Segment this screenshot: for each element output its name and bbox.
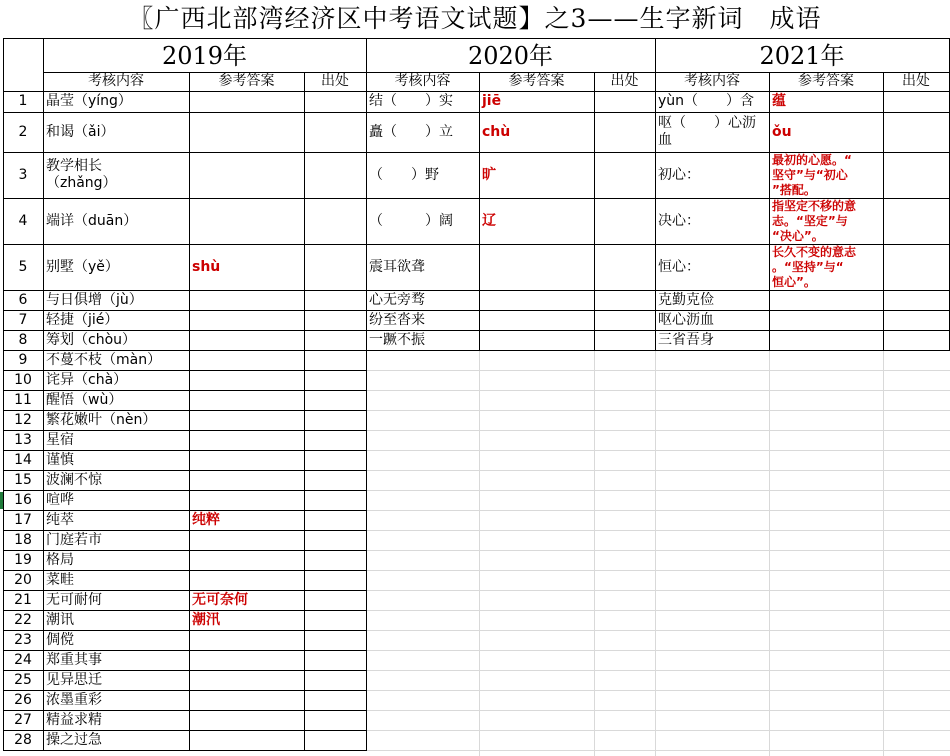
row-border	[3, 112, 950, 113]
col-header-content: 考核内容	[394, 73, 451, 89]
question-2020: （ ）阔	[369, 213, 453, 229]
question-2021: 恒心：	[658, 259, 700, 275]
answer-2020	[479, 290, 594, 310]
gridline-faint	[366, 390, 950, 391]
source-2020	[594, 330, 655, 350]
answer-2021: ǒu	[772, 124, 792, 140]
gridline-faint	[366, 650, 950, 651]
source-2019	[304, 350, 366, 370]
question-2020: 心无旁骛	[369, 292, 425, 308]
question-2019: 醒悟（wù）	[46, 392, 123, 408]
question-2019: 教学相长 （zhǎng）	[46, 158, 117, 191]
question-2019: 无可耐何	[46, 592, 102, 608]
col-header-content: 考核内容	[88, 73, 144, 89]
row-border	[3, 750, 367, 751]
answer-2019	[189, 198, 304, 244]
gridline-faint	[479, 350, 480, 756]
question-2021: 呕心沥血	[658, 312, 714, 328]
gridline-faint	[366, 710, 950, 711]
row-number: 21	[14, 592, 32, 608]
answer-2019	[189, 350, 304, 370]
row-border	[3, 330, 950, 331]
source-2020	[594, 198, 655, 244]
answer-2019: 潮汛	[192, 612, 220, 628]
gridline-faint	[883, 350, 884, 756]
question-2019: 星宿	[46, 432, 74, 448]
source-2020	[594, 91, 655, 112]
year-header-2019: 2019年	[161, 42, 248, 70]
source-2019	[304, 710, 366, 730]
grid-line	[594, 72, 595, 351]
row-number: 6	[18, 292, 28, 308]
source-2019	[304, 730, 366, 750]
row-number: 5	[18, 259, 28, 275]
row-number: 4	[18, 213, 28, 229]
row-number: 15	[14, 472, 32, 488]
source-2019	[304, 370, 366, 390]
row-number: 3	[18, 167, 28, 183]
answer-2019	[189, 690, 304, 710]
source-2021	[883, 198, 949, 244]
row-border	[3, 390, 367, 391]
gridline-faint	[366, 430, 950, 431]
gridline-faint	[366, 550, 950, 551]
source-2021	[883, 152, 949, 198]
answer-2019	[189, 630, 304, 650]
grid-line	[883, 72, 884, 351]
question-2020: （ ）野	[369, 167, 439, 183]
border-header-bottom	[3, 91, 950, 92]
answer-2021	[769, 290, 883, 310]
question-2020: 一蹶不振	[369, 332, 425, 348]
row-border	[3, 350, 950, 351]
row-number: 17	[14, 512, 32, 528]
row-border	[3, 570, 367, 571]
question-2021: 三省吾身	[658, 332, 714, 348]
row-selection-marker	[0, 492, 3, 509]
answer-2021	[769, 330, 883, 350]
gridline-faint	[655, 350, 656, 756]
answer-2019	[189, 390, 304, 410]
source-2019	[304, 244, 366, 290]
source-2019	[304, 430, 366, 450]
source-2019	[304, 91, 366, 112]
row-border	[3, 730, 367, 731]
row-number: 23	[14, 632, 32, 648]
answer-2020	[479, 330, 594, 350]
row-border	[3, 630, 367, 631]
row-border	[3, 152, 950, 153]
answer-2019: 无可奈何	[192, 592, 248, 608]
col-header-source: 出处	[321, 73, 349, 89]
border-left	[3, 38, 4, 751]
answer-2019	[189, 490, 304, 510]
question-2019: 门庭若市	[46, 532, 102, 548]
row-border	[3, 244, 950, 245]
source-2019	[304, 590, 366, 610]
gridline-faint	[594, 350, 595, 756]
row-border	[3, 470, 367, 471]
row-border	[3, 710, 367, 711]
gridline-faint	[769, 350, 770, 756]
question-2019: 不蔓不枝（màn）	[46, 352, 162, 368]
question-2020: 结（ ）实	[369, 93, 453, 109]
answer-2019	[189, 330, 304, 350]
row-number: 14	[14, 452, 32, 468]
row-number: 20	[14, 572, 32, 588]
gridline-faint	[366, 490, 950, 491]
source-2021	[883, 330, 949, 350]
answer-2019: 纯粹	[192, 512, 220, 528]
source-2019	[304, 450, 366, 470]
row-number: 13	[14, 432, 32, 448]
answer-2019	[189, 550, 304, 570]
answer-2019	[189, 290, 304, 310]
row-number: 18	[14, 532, 32, 548]
question-2019: 诧异（chà）	[46, 372, 128, 388]
answer-2019	[189, 650, 304, 670]
answer-2021	[769, 310, 883, 330]
gridline-faint	[366, 570, 950, 571]
source-2020	[594, 152, 655, 198]
answer-2020: 辽	[482, 213, 496, 229]
source-2021	[883, 112, 949, 152]
answer-2019	[189, 470, 304, 490]
question-2021: 克勤克俭	[658, 292, 714, 308]
row-number: 9	[18, 352, 28, 368]
row-border	[3, 430, 367, 431]
question-2019: 倜傥	[46, 632, 74, 648]
gridline-faint	[366, 450, 950, 451]
grid-line	[43, 38, 44, 751]
answer-2020	[479, 244, 594, 290]
row-border	[3, 590, 367, 591]
col-header-source: 出处	[610, 73, 639, 89]
answer-2019	[189, 91, 304, 112]
col-header-answer: 参考答案	[218, 73, 275, 89]
source-2019	[304, 290, 366, 310]
source-2019	[304, 310, 366, 330]
answer-2020	[479, 310, 594, 330]
row-border	[3, 490, 367, 491]
year-header-2020: 2020年	[467, 42, 554, 70]
gridline-faint	[366, 410, 950, 411]
answer-2019	[189, 430, 304, 450]
question-2019: 波澜不惊	[46, 472, 102, 488]
source-2020	[594, 112, 655, 152]
source-2019	[304, 390, 366, 410]
row-border	[3, 198, 950, 199]
question-2019: 菜畦	[46, 572, 74, 588]
question-2019: 见异思迁	[46, 672, 102, 688]
source-2019	[304, 550, 366, 570]
question-2019: 喧哗	[46, 492, 74, 508]
row-border	[3, 690, 367, 691]
question-2019: 和谒（ǎi）	[46, 124, 115, 140]
gridline-faint	[366, 370, 950, 371]
row-border	[3, 650, 367, 651]
row-border	[3, 610, 367, 611]
row-number: 12	[14, 412, 32, 428]
row-number: 2	[18, 124, 28, 140]
answer-2020: chù	[482, 124, 511, 140]
row-number: 24	[14, 652, 32, 668]
source-2019	[304, 490, 366, 510]
question-2020: 震耳欲聋	[369, 259, 425, 275]
question-2019: 浓墨重彩	[46, 692, 102, 708]
source-2020	[594, 310, 655, 330]
gridline-faint	[366, 670, 950, 671]
answer-2019	[189, 570, 304, 590]
row-border	[3, 550, 367, 551]
question-2019: 格局	[46, 552, 74, 568]
gridline-faint	[366, 630, 950, 631]
answer-2019	[189, 310, 304, 330]
row-border	[3, 310, 950, 311]
row-border	[3, 290, 950, 291]
source-2019	[304, 470, 366, 490]
source-2019	[304, 510, 366, 530]
answer-2019	[189, 410, 304, 430]
border-top	[3, 38, 950, 39]
row-border	[3, 530, 367, 531]
answer-2019	[189, 370, 304, 390]
answer-2019	[189, 670, 304, 690]
year-header-2021: 2021年	[759, 42, 845, 70]
gridline-faint	[366, 690, 950, 691]
answer-2021: 长久不变的意志 。“坚持”与“ 恒心”。	[772, 245, 857, 289]
grid-line	[304, 72, 305, 751]
question-2019: 端详（duān）	[46, 213, 138, 229]
question-2019: 繁花嫩叶（nèn）	[46, 412, 157, 428]
source-2021	[883, 91, 949, 112]
source-2019	[304, 690, 366, 710]
row-number: 22	[14, 612, 32, 628]
row-number: 11	[14, 392, 32, 408]
source-2021	[883, 290, 949, 310]
question-2019: 筹划（chòu）	[46, 332, 137, 348]
source-2020	[594, 290, 655, 310]
answer-2021: 指坚定不移的意 志。“坚定”与 “决心”。	[772, 199, 857, 243]
question-2021: yùn（ ）含	[658, 93, 755, 109]
gridline-faint	[366, 590, 950, 591]
col-header-answer: 参考答案	[508, 73, 565, 89]
border-year-bottom	[43, 72, 950, 73]
source-2019	[304, 112, 366, 152]
row-number: 25	[14, 672, 32, 688]
source-2021	[883, 310, 949, 330]
answer-2019	[189, 152, 304, 198]
row-number: 7	[18, 312, 28, 328]
question-2019: 精益求精	[46, 712, 102, 728]
question-2021: 呕（ ）心沥 血	[658, 115, 756, 148]
source-2019	[304, 198, 366, 244]
source-2021	[883, 244, 949, 290]
question-2021: 初心：	[658, 167, 700, 183]
row-number: 19	[14, 552, 32, 568]
col-header-answer: 参考答案	[798, 73, 854, 89]
row-number: 10	[14, 372, 32, 388]
grid-line	[655, 38, 656, 351]
question-2020: 纷至沓来	[369, 312, 425, 328]
gridline-faint	[366, 510, 950, 511]
source-2019	[304, 410, 366, 430]
sheet-title: 〖广西北部湾经济区中考语文试题】之3——生字新词 成语	[128, 4, 822, 33]
source-2019	[304, 152, 366, 198]
source-2019	[304, 670, 366, 690]
answer-2020: jiē	[482, 93, 502, 109]
answer-2019	[189, 450, 304, 470]
question-2019: 谨慎	[46, 452, 74, 468]
grid-line	[479, 72, 480, 351]
question-2019: 操之过急	[46, 732, 102, 748]
row-border	[3, 670, 367, 671]
gridline-faint	[366, 610, 950, 611]
question-2020: 矗（ ）立	[369, 124, 453, 140]
row-number: 28	[14, 732, 32, 748]
grid-line	[189, 72, 190, 751]
answer-2019: shù	[192, 259, 221, 275]
source-2019	[304, 330, 366, 350]
answer-2020: 旷	[482, 167, 496, 183]
answer-2019	[189, 530, 304, 550]
question-2019: 别墅（yě）	[46, 259, 119, 275]
grid-line	[366, 38, 367, 751]
row-number: 16	[14, 492, 32, 508]
source-2019	[304, 610, 366, 630]
gridline-faint	[366, 530, 950, 531]
row-border	[3, 370, 367, 371]
source-2019	[304, 530, 366, 550]
grid-line	[769, 72, 770, 351]
row-border	[3, 510, 367, 511]
source-2019	[304, 650, 366, 670]
gridline-faint	[366, 730, 950, 731]
row-border	[3, 450, 367, 451]
question-2019: 郑重其事	[46, 652, 102, 668]
question-2019: 纯萃	[46, 512, 74, 528]
gridline-faint	[366, 470, 950, 471]
row-number: 26	[14, 692, 32, 708]
answer-2019	[189, 112, 304, 152]
col-header-content: 考核内容	[684, 73, 740, 89]
source-2019	[304, 630, 366, 650]
question-2019: 与日俱增（jù）	[46, 292, 143, 308]
gridline-faint	[366, 750, 950, 751]
question-2019: 晶莹（yíng）	[46, 93, 132, 109]
source-2020	[594, 244, 655, 290]
question-2019: 轻捷（jié）	[46, 312, 119, 328]
source-2019	[304, 570, 366, 590]
question-2021: 决心：	[658, 213, 700, 229]
row-number: 1	[18, 93, 28, 109]
answer-2021: 最初的心愿。“ 坚守”与“初心 ”搭配。	[772, 153, 852, 197]
answer-2019	[189, 710, 304, 730]
answer-2019	[189, 730, 304, 750]
row-number: 8	[18, 332, 28, 348]
answer-2021: 蕴	[772, 93, 786, 109]
col-header-source: 出处	[902, 73, 930, 89]
row-border	[3, 410, 367, 411]
row-number: 27	[14, 712, 32, 728]
question-2019: 潮讯	[46, 612, 74, 628]
